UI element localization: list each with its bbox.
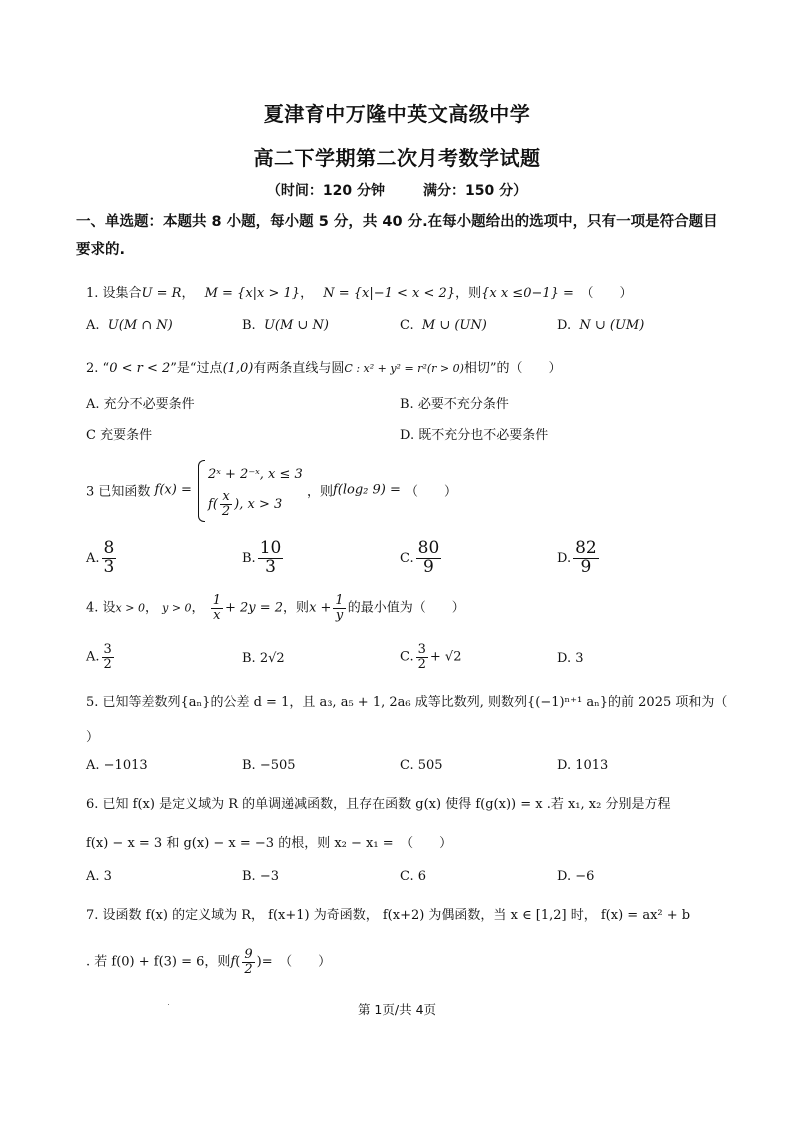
score-label: 满分：150 分）	[423, 183, 528, 199]
frac-den: 2	[103, 656, 112, 672]
page-number: 第 1页/共 4页	[357, 1002, 437, 1017]
frac-num: 82	[575, 538, 597, 558]
question-6-cont: f(x) − x = 3 和 g(x) − x = −3 的根，则 x₂ − x₁ = （ ）	[86, 836, 453, 851]
q3-ask: f(log₂ 9) =	[332, 482, 401, 498]
q6-option-b: B. −3	[242, 869, 279, 884]
q6-option-a: A. 3	[86, 869, 112, 884]
option-label: A.	[86, 318, 100, 333]
q3-option-a	[86, 540, 118, 577]
question-7-cont: . 若 f(0) + f(3) = 6，则f( $\frac{9}{2}$ )= （ ）	[86, 947, 332, 977]
option-label: B.	[242, 550, 256, 566]
q1-set-n: N = {x|−1 < x < 2}	[323, 286, 456, 301]
frac-num: 3	[103, 642, 112, 657]
frac-num: 1	[212, 593, 221, 608]
q4-ask-tail: 的最小值为（ ）	[347, 600, 465, 616]
q3-option-d	[557, 540, 601, 577]
q4-option-c	[400, 643, 462, 671]
question-3	[86, 460, 457, 520]
q7-f: f	[230, 954, 236, 970]
option-text: M ∪ (UN)	[421, 318, 487, 333]
q1-universal-set: U = R	[141, 286, 182, 301]
q1-option-b	[242, 318, 329, 333]
option-tail: + √2	[429, 649, 462, 665]
q1-option-d	[557, 318, 644, 333]
question-5: 5. 已知等差数列{aₙ}的公差 d = 1，且 a₃, a₅ + 1, 2a₆ 成等比数列, 则数列{(−1)ⁿ⁺¹ aₙ}的前 2025 项和为（	[86, 695, 728, 710]
q5-option-a: A. −1013	[86, 758, 148, 773]
q3-piecewise	[198, 460, 303, 520]
question-5-cont: ）	[86, 730, 100, 745]
q3-then: ，则	[306, 484, 333, 500]
q3-piece-1: 2ˣ + 2⁻ˣ, x ≤ 3	[208, 467, 303, 482]
option-label: A.	[86, 649, 100, 665]
q4-then: ，则	[283, 600, 310, 616]
frac-den: 9	[423, 556, 434, 577]
q6-option-d: D. −6	[557, 869, 595, 884]
q1-blank: = （ ）	[563, 286, 633, 301]
frac-num: 10	[259, 538, 282, 558]
q2-point: (1,0)	[222, 361, 254, 376]
q3-option-c	[400, 540, 443, 577]
option-label: C.	[400, 550, 414, 566]
q4-cond-2: y > 0	[162, 601, 192, 615]
q5-option-b: B. −505	[242, 758, 296, 773]
frac-num: x	[220, 490, 232, 505]
q4-cond-1: x > 0	[115, 601, 145, 615]
q3-option-b	[242, 540, 285, 577]
option-text: U(M ∩ N)	[107, 318, 173, 333]
q2-option-a: A. 充分不必要条件	[86, 397, 195, 412]
q2-circle: C : x² + y² = r²(r > 0)	[344, 362, 464, 375]
frac-num: 9	[244, 947, 253, 962]
option-label: C.	[400, 318, 414, 333]
q2-option-b: B. 必要不充分条件	[400, 397, 509, 412]
option-text: U(M ∪ N)	[263, 318, 329, 333]
school-name: 夏津育中万隆中英文高级中学	[263, 102, 531, 126]
q2-option-c: C 充要条件	[86, 428, 153, 443]
q4-option-b: B. 2√2	[242, 651, 285, 666]
brace-icon	[198, 460, 205, 522]
option-label: D.	[557, 550, 572, 566]
frac-den: 3	[265, 556, 276, 577]
frac-num: 80	[417, 538, 440, 558]
frac-den: 3	[103, 556, 115, 577]
piece-f: f	[208, 497, 213, 512]
option-text: N ∪ (UM)	[579, 318, 645, 333]
q6-option-c: C. 6	[400, 869, 427, 884]
q1-then: ，则	[455, 286, 482, 301]
q7-blank: = （ ）	[261, 954, 332, 970]
q3-number: 3 已知函数	[86, 484, 151, 500]
frac-num: 8	[103, 538, 115, 558]
q4-cond-3: + 2y = 2	[224, 600, 284, 616]
q1-option-c	[400, 318, 487, 333]
exam-info	[0, 180, 794, 200]
q3-blank: （ ）	[405, 484, 458, 500]
question-6: 6. 已知 f(x) 是定义域为 R 的单调递减函数，且存在函数 g(x) 使得 f(g(x)) = x .若 x₁, x₂ 分别是方程	[86, 797, 671, 812]
frac-den: y	[335, 607, 344, 623]
option-label: C.	[400, 649, 414, 665]
time-label: （时间：120 分钟	[266, 183, 385, 199]
question-2	[86, 357, 562, 376]
q3-piece-2: f( $\frac{x}{2}$ ), x > 3	[208, 489, 283, 519]
q5-option-d: D. 1013	[557, 758, 609, 773]
q1-option-a	[86, 318, 173, 333]
q4-option-d: D. 3	[557, 651, 584, 666]
question-7: 7. 设函数 f(x) 的定义域为 R， f(x+1) 为奇函数， f(x+2) 为偶函数，当 x ∈ [1,2] 时， f(x) = ax² + b	[86, 908, 691, 923]
q2-text3: 相切”的（ ）	[463, 361, 562, 376]
frac-num: 3	[417, 642, 426, 657]
piece-tail: , x > 3	[239, 497, 283, 512]
option-label: D.	[557, 318, 572, 333]
section-heading: 一、单选题：本题共 8 小题，每小题 5 分，共 40 分.在每小题给出的选项中，只有一项是符合题目要求的.	[76, 214, 718, 258]
frac-den: x	[213, 607, 221, 623]
q1-number: 1. 设集合	[86, 286, 142, 301]
q2-condition: 0 < r < 2	[109, 361, 171, 376]
frac-den: 2	[244, 961, 253, 977]
exam-title: 高二下学期第二次月考数学试题	[253, 146, 541, 170]
question-1: 1. 设集合U = R， M = {x|x > 1}， N = {x|−1 < x < 2}，则{x x ≤0−1} = （ ）	[86, 286, 633, 301]
q2-text: ”是“过点	[170, 361, 223, 376]
q2-option-d: D. 既不充分也不必要条件	[400, 428, 549, 443]
frac-den: 2	[417, 656, 426, 672]
option-label: A.	[86, 550, 100, 566]
question-4: 4. 设x > 0， y > 0， $\frac{1}{x}$ + 2y = 2，则x + $\frac{1}{y}$ 的最小值为（ ）	[86, 593, 465, 623]
frac-den: 9	[580, 556, 592, 577]
q5-option-c: C. 505	[400, 758, 443, 773]
q4-number: 4. 设	[86, 600, 116, 616]
q2-number: 2. “	[86, 361, 110, 376]
frac-den: 2	[221, 504, 231, 519]
q2-text2: 有两条直线与圆	[253, 361, 345, 376]
frac-num: 1	[335, 593, 344, 608]
q4-option-a	[86, 643, 116, 671]
q7-text: . 若 f(0) + f(3) = 6，则	[86, 954, 231, 970]
q3-function: f(x) =	[154, 482, 192, 498]
q1-set-m: M = {x|x > 1}	[204, 286, 301, 301]
option-label: B.	[242, 318, 256, 333]
q4-ask: x +	[309, 600, 332, 616]
q1-set-expr: {x x ≤0−1}	[481, 286, 559, 301]
